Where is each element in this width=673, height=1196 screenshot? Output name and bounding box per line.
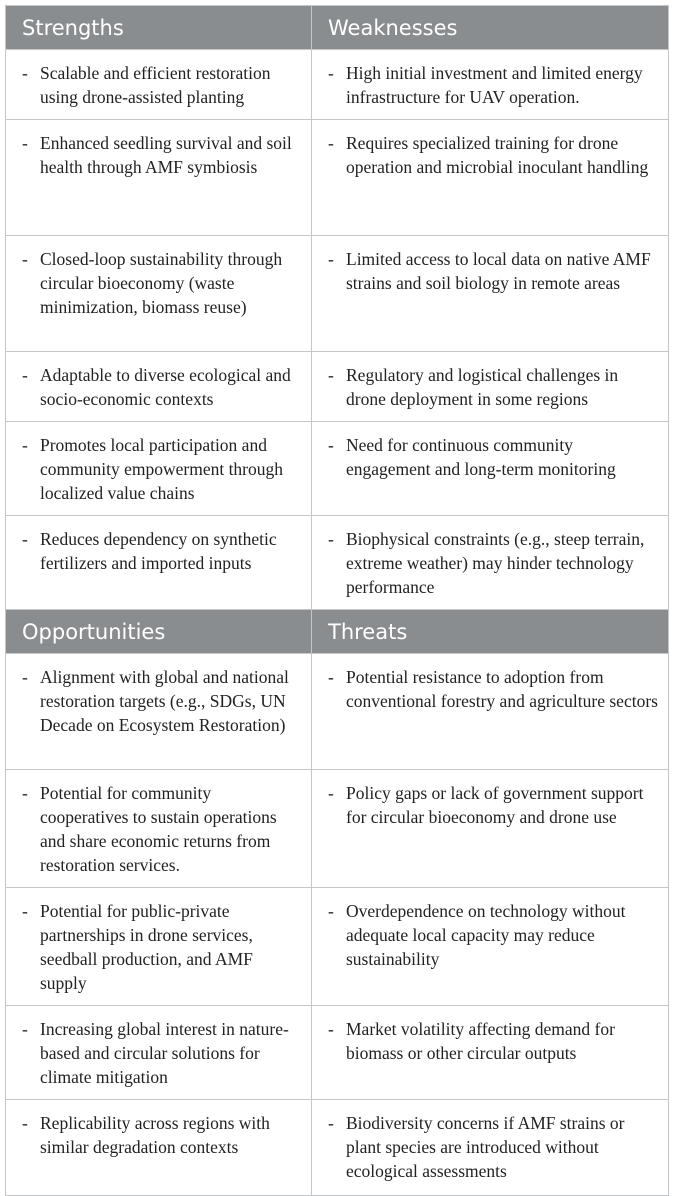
list-item bbox=[22, 433, 301, 505]
item-text: Reduces dependency on synthetic fertilizers and imported inputs bbox=[40, 529, 277, 573]
table-cell bbox=[6, 1006, 312, 1100]
item-text: Biodiversity concerns if AMF strains or plant species are introduced without ecological assessments bbox=[346, 1113, 625, 1181]
table-row bbox=[6, 888, 669, 1006]
list-item bbox=[328, 665, 658, 713]
list-item bbox=[328, 363, 658, 411]
item-text: Enhanced seedling survival and soil health through AMF symbiosis bbox=[40, 133, 292, 177]
item-text: Overdependence on technology without adequate local capacity may reduce sustainability bbox=[346, 901, 626, 969]
table-cell bbox=[312, 1100, 669, 1196]
bullet-dash: - bbox=[328, 783, 334, 803]
table-row bbox=[6, 120, 669, 236]
table-cell bbox=[6, 120, 312, 236]
table-cell bbox=[6, 422, 312, 516]
table-cell bbox=[6, 516, 312, 610]
table-row bbox=[6, 236, 669, 352]
list-item bbox=[22, 1017, 301, 1089]
bullet-dash: - bbox=[328, 667, 334, 687]
table-cell bbox=[6, 888, 312, 1006]
bullet-dash: - bbox=[22, 1019, 28, 1039]
bullet-dash: - bbox=[22, 783, 28, 803]
bullet-dash: - bbox=[328, 365, 334, 385]
table-cell bbox=[312, 770, 669, 888]
bullet-dash: - bbox=[22, 63, 28, 83]
list-item bbox=[328, 433, 658, 481]
item-text: Closed-loop sustainability through circular bioeconomy (waste minimization, biomass reuse) bbox=[40, 249, 283, 317]
bullet-dash: - bbox=[22, 529, 28, 549]
table-row bbox=[6, 770, 669, 888]
list-item bbox=[22, 363, 301, 411]
bullet-dash: - bbox=[328, 1019, 334, 1039]
bullet-dash: - bbox=[22, 667, 28, 687]
table-row bbox=[6, 1006, 669, 1100]
table-row bbox=[6, 352, 669, 422]
bullet-dash: - bbox=[328, 1113, 334, 1133]
header-threats: Threats bbox=[312, 610, 669, 654]
bullet-dash: - bbox=[22, 365, 28, 385]
item-text: Limited access to local data on native AMF strains and soil biology in remote areas bbox=[346, 249, 651, 293]
bullet-dash: - bbox=[328, 133, 334, 153]
item-text: Need for continuous community engagement and long-term monitoring bbox=[346, 435, 616, 479]
header-row bbox=[6, 610, 669, 654]
bullet-dash: - bbox=[22, 133, 28, 153]
list-item bbox=[328, 1111, 658, 1183]
table-cell bbox=[6, 352, 312, 422]
table-cell bbox=[6, 50, 312, 120]
bullet-dash: - bbox=[22, 249, 28, 269]
table-cell bbox=[6, 654, 312, 770]
bullet-dash: - bbox=[22, 435, 28, 455]
list-item bbox=[22, 247, 301, 319]
table-row bbox=[6, 422, 669, 516]
list-item bbox=[328, 781, 658, 829]
list-item bbox=[328, 247, 658, 295]
table-cell bbox=[6, 770, 312, 888]
list-item bbox=[22, 61, 301, 109]
item-text: Increasing global interest in nature-based and circular solutions for climate mitigation bbox=[40, 1019, 289, 1087]
bullet-dash: - bbox=[328, 435, 334, 455]
list-item bbox=[22, 131, 301, 179]
table-cell bbox=[312, 422, 669, 516]
table-row bbox=[6, 516, 669, 610]
table-row bbox=[6, 1100, 669, 1196]
table-cell bbox=[312, 1006, 669, 1100]
bullet-dash: - bbox=[328, 63, 334, 83]
item-text: Market volatility affecting demand for biomass or other circular outputs bbox=[346, 1019, 615, 1063]
table-cell bbox=[312, 516, 669, 610]
bullet-dash: - bbox=[328, 901, 334, 921]
item-text: Requires specialized training for drone operation and microbial inoculant handling bbox=[346, 133, 649, 177]
table-cell bbox=[312, 120, 669, 236]
bullet-dash: - bbox=[328, 529, 334, 549]
list-item bbox=[22, 665, 301, 737]
item-text: Biophysical constraints (e.g., steep terrain, extreme weather) may hinder technology performance bbox=[346, 529, 645, 597]
header-row bbox=[6, 6, 669, 50]
item-text: Adaptable to diverse ecological and socio-economic contexts bbox=[40, 365, 291, 409]
list-item bbox=[22, 1111, 301, 1159]
item-text: Alignment with global and national restoration targets (e.g., SDGs, UN Decade on Ecosystem Restoration) bbox=[40, 667, 289, 735]
header-opportunities: Opportunities bbox=[6, 610, 312, 654]
header-weaknesses: Weaknesses bbox=[312, 6, 669, 50]
item-text: Potential for community cooperatives to sustain operations and share economic returns from restoration services. bbox=[40, 783, 277, 875]
list-item bbox=[22, 527, 301, 575]
list-item bbox=[328, 61, 658, 109]
bullet-dash: - bbox=[328, 249, 334, 269]
bullet-dash: - bbox=[22, 901, 28, 921]
table-cell bbox=[6, 236, 312, 352]
list-item bbox=[22, 899, 301, 995]
table-cell bbox=[6, 1100, 312, 1196]
item-text: High initial investment and limited energy infrastructure for UAV operation. bbox=[346, 63, 643, 107]
list-item bbox=[328, 1017, 658, 1065]
table-cell bbox=[312, 888, 669, 1006]
bullet-dash: - bbox=[22, 1113, 28, 1133]
table-cell bbox=[312, 236, 669, 352]
table-cell bbox=[312, 352, 669, 422]
list-item bbox=[328, 899, 658, 971]
item-text: Policy gaps or lack of government support for circular bioeconomy and drone use bbox=[346, 783, 644, 827]
list-item bbox=[328, 131, 658, 179]
item-text: Regulatory and logistical challenges in drone deployment in some regions bbox=[346, 365, 619, 409]
swot-table bbox=[5, 5, 669, 1196]
table-cell bbox=[312, 654, 669, 770]
header-strengths: Strengths bbox=[6, 6, 312, 50]
item-text: Potential resistance to adoption from conventional forestry and agriculture sectors bbox=[346, 667, 658, 711]
item-text: Potential for public-private partnerships in drone services, seedball production, and AMF supply bbox=[40, 901, 253, 993]
list-item bbox=[328, 527, 658, 599]
table-row bbox=[6, 50, 669, 120]
item-text: Scalable and efficient restoration using drone-assisted planting bbox=[40, 63, 271, 107]
list-item bbox=[22, 781, 301, 877]
item-text: Replicability across regions with similar degradation contexts bbox=[40, 1113, 270, 1157]
table-cell bbox=[312, 50, 669, 120]
table-row bbox=[6, 654, 669, 770]
item-text: Promotes local participation and community empowerment through localized value chains bbox=[40, 435, 284, 503]
